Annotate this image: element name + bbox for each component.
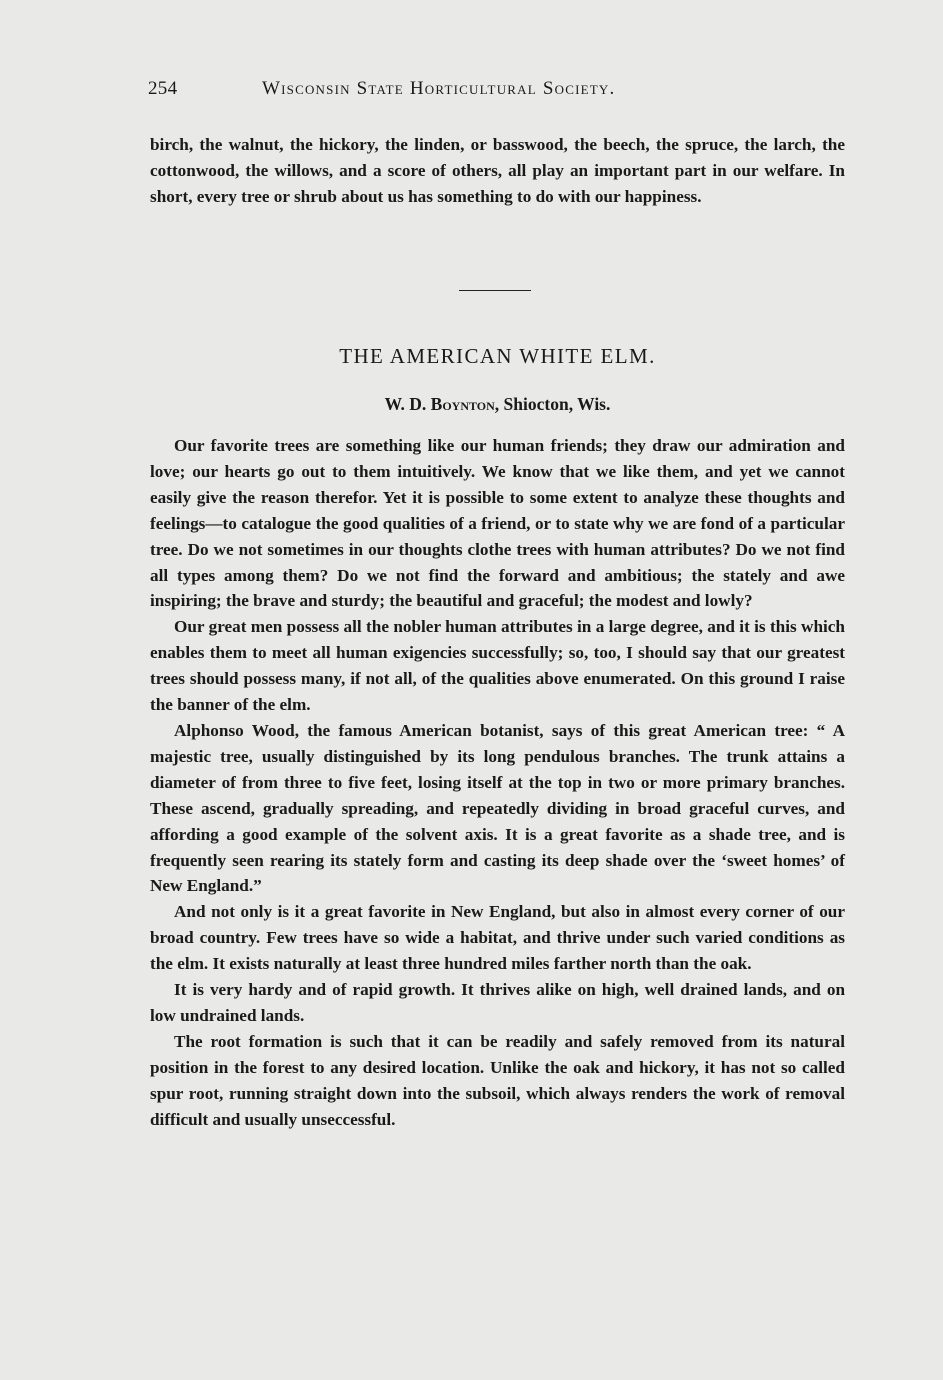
article-body [150,433,845,1132]
page-number: 254 [148,78,178,99]
paragraph: It is very hardy and of rapid growth. It thrives alike on high, well drained lands, and on low undrained lands. [150,980,845,1025]
paragraph: And not only is it a great favorite in New England, but also in almost every corner of our broad country. Few trees have so wide a habitat, and thrive under such varied conditions as the elm. It exists naturally at least three hundred miles farther north than the oak. [150,902,845,974]
paragraph: Our great men possess all the nobler human attributes in a large degree, and it is this which enables them to meet all human exigencies successfully; so, too, I should say that our greatest trees should possess many, if not all, of the qualities above enumerated. On this ground I raise the banner of the elm. [150,617,845,715]
previous-article-continuation [150,132,845,210]
paragraph: Alphonso Wood, the famous American botanist, says of this great American tree: “ A majestic tree, usually distinguished by its long pendulous branches. The trunk attains a diameter of from three to five feet, losing itself at the top in two or more primary branches. These ascend, gradually spreading, and repeatedly dividing in broad graceful curves, and affording a good example of the solvent axis. It is a great favorite as a shade tree, and is frequently seen rearing its stately form and casting its deep shade over the ‘sweet homes’ of New England.” [150,720,845,896]
journal-title: Wisconsin State Horticultural Society. [262,78,616,99]
section-divider [459,290,531,291]
running-head [148,78,748,108]
paragraph: Our favorite trees are something like our human friends; they draw our admiration and love; our hearts go out to them intuitively. We know that we like them, and yet we cannot easily give the reason therefor. Yet it is possible to some extent to analyze these thoughts and feelings—to catalogue the good qualities of a friend, or to state why we are fond of a particular tree. Do we not sometimes in our thoughts clothe trees with human attributes? Do we not find all types among them? Do we not find the forward and ambitious; the stately and awe inspiring; the brave and sturdy; the beautiful and graceful; the modest and lowly? [150,436,845,611]
author-name: W. D. Boynton [384,394,495,414]
article-title: THE AMERICAN WHITE ELM. [339,344,656,368]
byline [150,394,845,415]
author-location: , Shiocton, Wis. [494,394,611,414]
paragraph: The root formation is such that it can be readily and safely removed from its natural position in the forest to any desired location. Unlike the oak and hickory, it has not so called spur root, running straight down into the subsoil, which always renders the work of removal difficult and usually unseccessful. [150,1031,845,1129]
paragraph: birch, the walnut, the hickory, the linden, or basswood, the beech, the spruce, the larch, the cottonwood, the willows, and a score of others, all play an important part in our welfare. In short, every tree or shrub about us has something to do with our happiness. [150,135,845,206]
